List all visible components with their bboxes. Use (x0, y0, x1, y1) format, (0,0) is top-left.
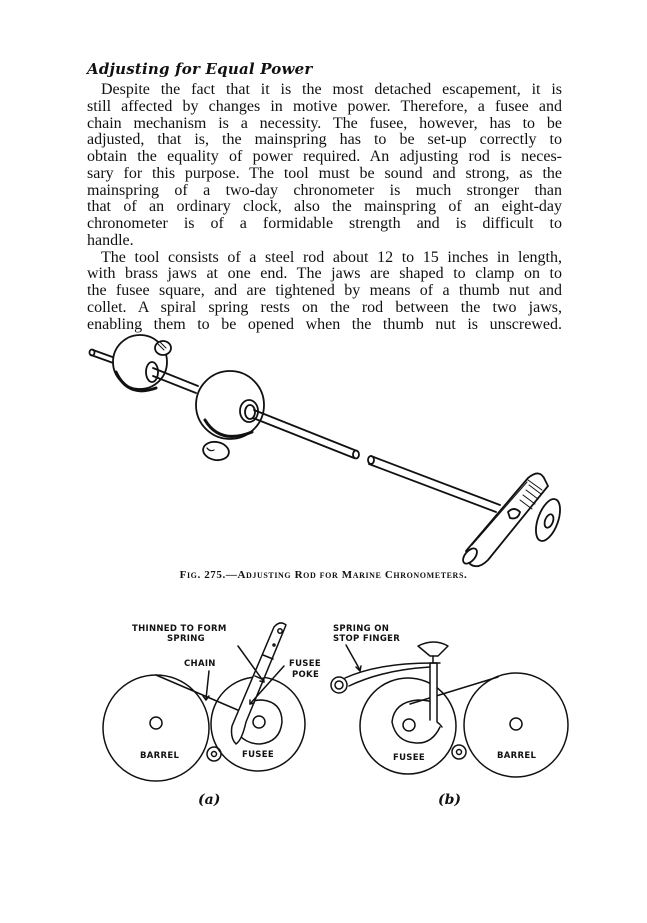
label-fusee-b: FUSEE (393, 753, 425, 763)
fusee-poke (232, 623, 287, 744)
text-line: adjusted, that is, the mainspring has to be set-up correctly to (87, 131, 562, 149)
text-line: chain mechanism is a necessity. The fusee, however, has to be (87, 114, 562, 132)
text-line: the fusee square, and are tightened by means of a thumb nut and (87, 282, 562, 299)
text-line: chronometer is of a formidable strength and is difficult to (87, 215, 562, 232)
label-barrel-b: BARREL (497, 751, 537, 761)
idler-a (207, 747, 221, 761)
text-line: with brass jaws at one end. The jaws are shaped to clamp on to (87, 265, 562, 283)
barrel-b (464, 673, 568, 777)
text-line: collet. A spiral spring rests on the rod between the two jaws, (87, 298, 562, 316)
stop-finger (418, 642, 448, 727)
text-line: that of an ordinary clock, also the mainspring of an eight-day (87, 198, 562, 216)
text-line: still affected by changes in motive power. Therefore, a fusee and (87, 97, 562, 115)
text-line: enabling them to be opened when the thumb nut is unscrewed. (87, 315, 562, 333)
idler-b (452, 745, 466, 759)
label-fusee-poke-1: FUSEE (289, 659, 321, 669)
label-fusee-a: FUSEE (242, 750, 274, 760)
barrel-a-arbor (150, 717, 162, 729)
label-thinned-2: SPRING (167, 634, 205, 644)
sublabel-b: (b) (438, 792, 462, 808)
text-line: sary for this purpose. The tool must be sound and strong, as the (87, 164, 562, 182)
label-chain: CHAIN (184, 659, 216, 669)
text-line: The tool consists of a steel rod about 12 to 15 inches in length, (101, 248, 562, 266)
diagram-a (103, 623, 321, 808)
text-line: mainspring of a two-day chronometer is much stronger than (87, 181, 562, 199)
label-spring-1: SPRING ON (333, 624, 390, 634)
leader-chain (206, 671, 209, 699)
fusee-a-arbor (253, 716, 265, 728)
text-line: Despite the fact that it is the most detached escapement, it is (101, 81, 562, 98)
text-line: handle. (87, 231, 134, 249)
stop-finger-spring (331, 663, 440, 693)
diagram-b (331, 624, 568, 808)
fusee-b-arbor (403, 719, 415, 731)
section-heading: Adjusting for Equal Power (87, 60, 313, 78)
figure-caption-text: Fig. 275.—Adjusting Rod for Marine Chronometers. (179, 569, 468, 581)
leader-spring (346, 645, 360, 670)
label-thinned-1: THINNED TO FORM (132, 624, 227, 634)
label-fusee-poke-2: POKE (292, 670, 320, 680)
label-barrel-a: BARREL (140, 751, 180, 761)
chain-a (156, 675, 240, 711)
text-line: obtain the equality of power required. An adjusting rod is neces- (87, 148, 562, 165)
label-spring-2: STOP FINGER (333, 634, 401, 644)
barrel-b-arbor (510, 718, 522, 730)
sublabel-a: (a) (198, 792, 221, 808)
